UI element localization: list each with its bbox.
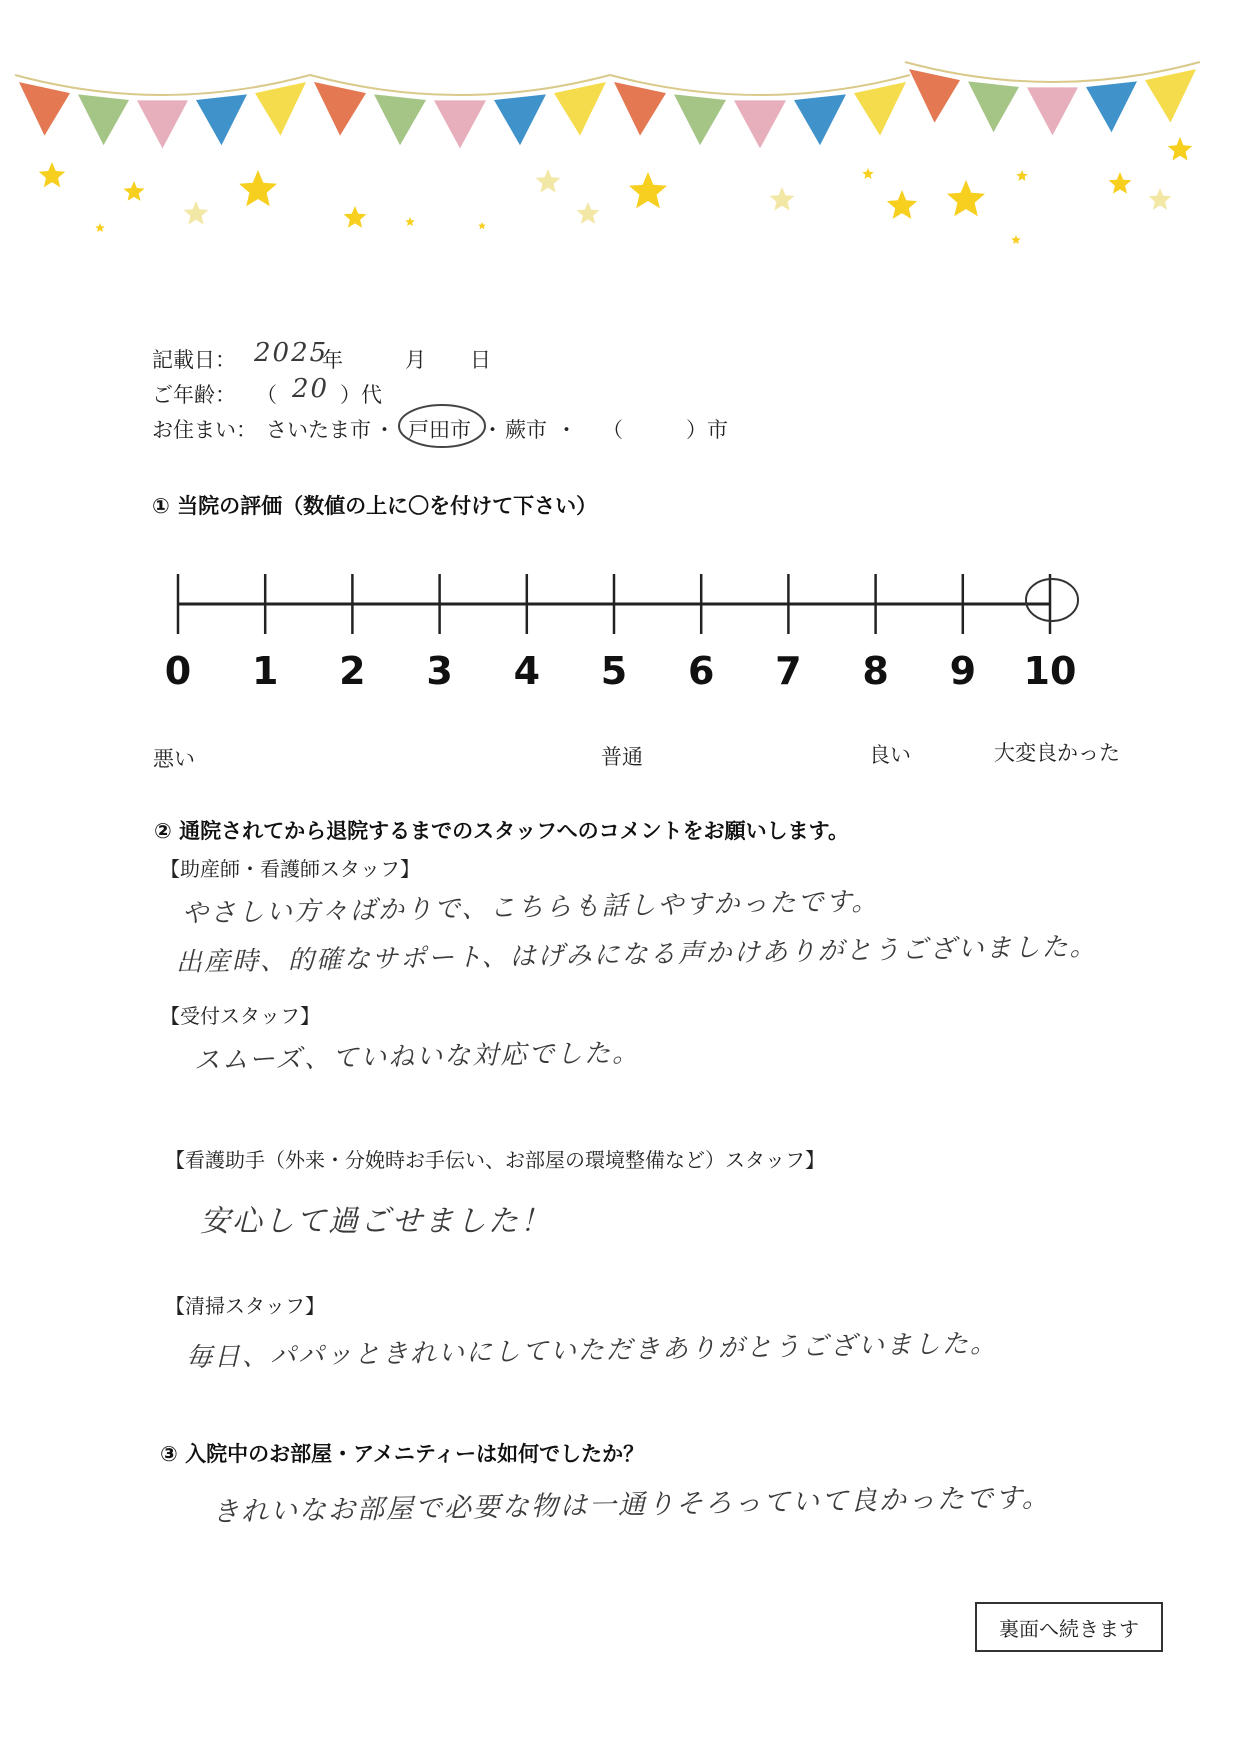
scale-tick-label: 1	[251, 649, 279, 693]
city-toda-circle	[396, 402, 488, 450]
bunting-flag	[794, 94, 846, 145]
date-year-value: 2025	[254, 338, 329, 368]
bunting-flag	[554, 82, 606, 136]
address-label: お住まい：	[152, 418, 257, 442]
bunting-flag	[255, 82, 306, 136]
reception-comment-line-1: スムーズ、ていねいな対応でした。	[193, 1038, 641, 1076]
date-label: 記載日：	[152, 348, 236, 372]
selected-rating-circle	[1026, 579, 1078, 621]
city-saitama: さいたま市	[266, 418, 371, 442]
scale-tick-label: 7	[775, 649, 802, 693]
star-icon	[770, 187, 795, 211]
scale-tick-label: 9	[949, 649, 977, 693]
bunting-flag	[19, 82, 70, 136]
star-icon	[124, 181, 145, 201]
bunting-flag	[909, 69, 960, 123]
rating-section-title: ① 当院の評価（数値の上に〇を付けて下さい）	[152, 494, 598, 518]
scale-tick-label: 4	[513, 649, 541, 693]
star-icon	[1168, 137, 1193, 161]
star-icon	[239, 170, 277, 206]
star-icon	[862, 168, 873, 179]
label-good: 良い	[869, 743, 911, 767]
day-unit: 日	[470, 348, 491, 372]
scale-tick-label: 0	[164, 649, 192, 693]
reception-heading: 【受付スタッフ】	[160, 1004, 320, 1028]
star-icon	[478, 222, 486, 229]
address-separator: ・	[482, 418, 503, 442]
label-very-good: 大変良かった	[994, 741, 1120, 765]
staff-section-title: ② 通院されてから退院するまでのスタッフへのコメントをお願いします。	[154, 819, 849, 843]
city-other-open-paren: （	[602, 418, 623, 442]
city-other-close-paren: ）市	[686, 418, 728, 442]
address-separator: ・	[556, 418, 577, 442]
year-unit: 年	[322, 348, 343, 372]
rating-scale	[0, 560, 1241, 700]
age-value: 20	[292, 374, 330, 404]
bunting-flag	[434, 100, 486, 148]
scale-tick-label: 10	[1023, 649, 1077, 693]
cleaning-heading: 【清掃スタッフ】	[165, 1294, 325, 1318]
address-separator: ・	[374, 418, 395, 442]
star-icon	[95, 223, 105, 232]
age-label: ご年齢：	[152, 383, 236, 407]
cleaning-comment-line-1: 毎日、パパッときれいにしていただきありがとうございました。	[185, 1328, 999, 1373]
month-unit: 月	[405, 348, 426, 372]
bunting-flag	[968, 81, 1019, 132]
bunting-flag	[494, 94, 546, 145]
bunting-flag	[137, 100, 188, 148]
scale-tick-label: 8	[862, 649, 889, 693]
star-icon	[536, 169, 561, 193]
star-icon	[577, 202, 600, 224]
bunting-flag	[1027, 87, 1078, 135]
scale-tick-label: 5	[600, 649, 628, 693]
bunting-flag	[674, 94, 726, 145]
bunting-decoration	[0, 0, 1241, 260]
label-normal: 普通	[601, 745, 643, 769]
age-close-paren: ）代	[340, 383, 382, 407]
star-icon	[39, 162, 66, 187]
assistant-comment-line-1: 安心して過ごせました！	[200, 1204, 552, 1239]
star-icon	[184, 201, 209, 225]
star-icon	[1016, 170, 1027, 181]
age-open-paren: （	[256, 383, 277, 407]
scale-tick-label: 6	[687, 649, 715, 693]
bunting-flag	[1086, 81, 1137, 132]
assistant-heading: 【看護助手（外来・分娩時お手伝い、お部屋の環境整備など）スタッフ】	[165, 1148, 825, 1172]
city-warabi: 蕨市	[505, 418, 547, 442]
star-icon	[405, 217, 415, 226]
bunting-flag	[374, 94, 426, 145]
star-icon	[1149, 188, 1172, 210]
star-icon	[629, 172, 667, 208]
bunting-flag	[196, 94, 247, 145]
continue-on-back-label: 裏面へ続きます	[975, 1602, 1163, 1652]
star-icon	[344, 206, 367, 228]
bunting-flag	[614, 82, 666, 136]
midwife-heading: 【助産師・看護師スタッフ】	[160, 857, 420, 881]
star-icon	[887, 190, 917, 219]
bunting-flag	[314, 82, 366, 136]
bunting-flag	[854, 82, 906, 136]
star-icon	[947, 180, 985, 216]
bunting-flag	[734, 100, 786, 148]
bunting-flag	[78, 94, 129, 145]
scale-tick-label: 2	[339, 649, 366, 693]
midwife-comment-line-1: やさしい方々ばかりで、こちらも話しやすかったです。	[181, 886, 880, 929]
city-toda: 戸田市	[408, 418, 471, 442]
star-icon	[1109, 172, 1132, 194]
room-section-title: ③ 入院中のお部屋・アメニティーは如何でしたか？	[160, 1442, 645, 1466]
midwife-comment-line-2: 出産時、的確なサポート、はげみになる声かけありがとうございました。	[175, 931, 1098, 978]
room-comment: きれいなお部屋で必要な物は一通りそろっていて良かったです。	[211, 1482, 1052, 1528]
star-icon	[1011, 235, 1021, 244]
label-bad: 悪い	[153, 747, 195, 771]
scale-tick-label: 3	[426, 649, 453, 693]
bunting-flag	[1145, 69, 1196, 123]
